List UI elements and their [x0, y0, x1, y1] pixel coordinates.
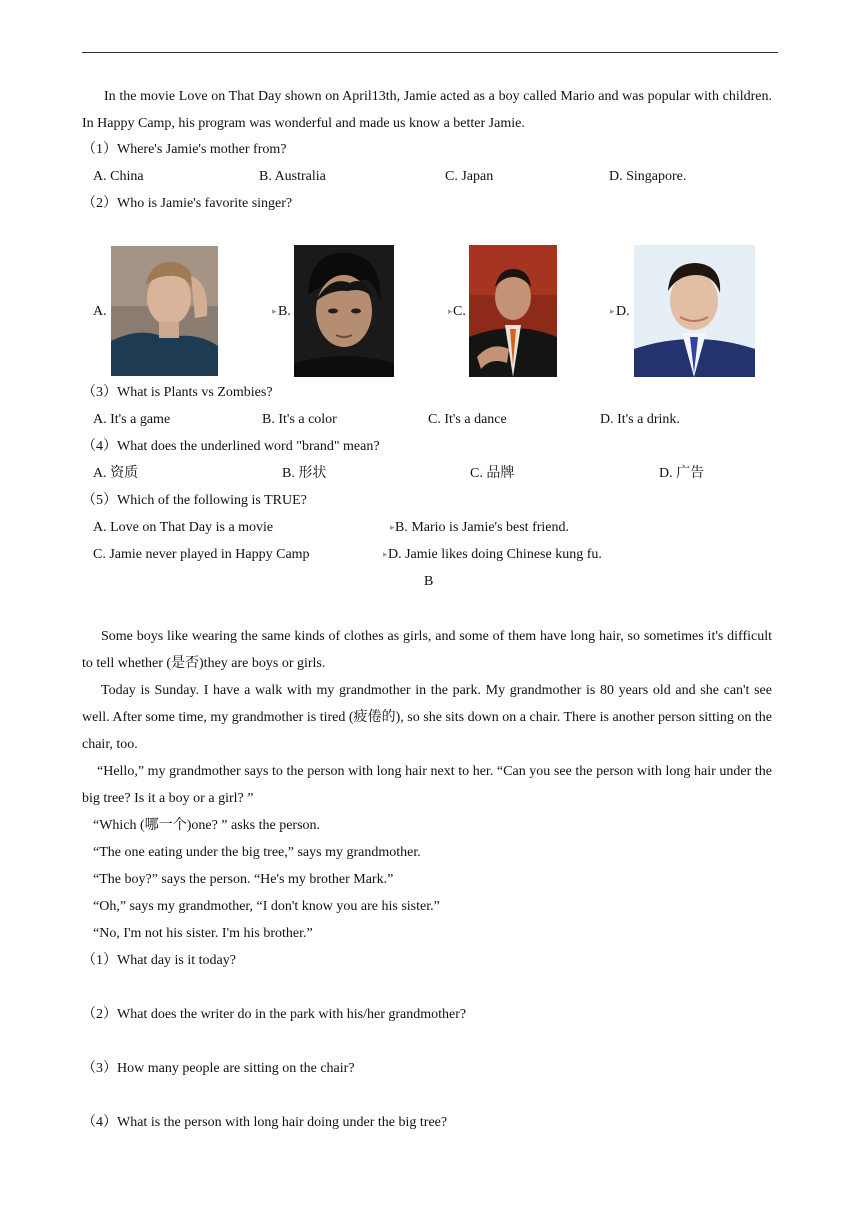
- q5-option-b[interactable]: B. Mario is Jamie's best friend.: [395, 520, 569, 535]
- section-b-question-1: （1）What day is it today?: [82, 953, 236, 968]
- q2-option-b-label[interactable]: B.: [278, 304, 291, 319]
- q3-option-b[interactable]: B. It's a color: [262, 412, 337, 427]
- q1-option-a[interactable]: A. China: [93, 169, 144, 184]
- q2-option-b-photo[interactable]: [294, 245, 394, 377]
- q5-option-c[interactable]: C. Jamie never played in Happy Camp: [93, 547, 310, 562]
- section-b-p1-text: Some boys like wearing the same kinds of clothes as girls, and some of them have long hair, so sometimes it's difficult to tell whether (是否)they are boys or girls.: [82, 629, 772, 671]
- q1-option-d[interactable]: D. Singapore.: [609, 169, 687, 184]
- tick-mark: ▸: [272, 306, 277, 316]
- header-rule: [82, 52, 778, 53]
- q5-question: （5）Which of the following is TRUE?: [82, 493, 307, 508]
- q2-option-c-label[interactable]: C.: [453, 304, 466, 319]
- q4-option-c[interactable]: C. 品牌: [470, 466, 515, 481]
- tick-mark: ▸: [610, 306, 615, 316]
- section-b-paragraph-1: [82, 623, 772, 677]
- section-b-question-2: （2）What does the writer do in the park with his/her grandmother?: [82, 1007, 467, 1022]
- tick-mark: ▸: [448, 306, 453, 316]
- q2-option-d-label[interactable]: D.: [616, 304, 630, 319]
- dialogue-line-3: “The boy?” says the person. “He's my brother Mark.”: [93, 872, 394, 887]
- q4-option-a[interactable]: A. 资质: [93, 466, 139, 481]
- passage-a-paragraph: [82, 83, 772, 137]
- dialogue-line-1: “Which (哪一个)one? ” asks the person.: [93, 818, 321, 833]
- q3-option-d[interactable]: D. It's a drink.: [600, 412, 680, 427]
- q2-question: （2）Who is Jamie's favorite singer?: [82, 196, 293, 211]
- q3-question: （3）What is Plants vs Zombies?: [82, 385, 273, 400]
- section-b-question-3: （3）How many people are sitting on the chair?: [82, 1061, 355, 1076]
- dialogue-line-2: “The one eating under the big tree,” says my grandmother.: [93, 845, 421, 860]
- q1-option-b[interactable]: B. Australia: [259, 169, 326, 184]
- tick-mark: ▸: [383, 549, 388, 559]
- q4-option-d[interactable]: D. 广告: [659, 466, 705, 481]
- q5-option-a[interactable]: A. Love on That Day is a movie: [93, 520, 274, 535]
- passage-a-text: In the movie Love on That Day shown on April13th, Jamie acted as a boy called Mario and was popular with children. In Happy Camp, his program was wonderful and made us know a better Jamie.: [82, 89, 772, 131]
- section-b-p2-text: Today is Sunday. I have a walk with my grandmother in the park. My grandmother is 80 years old and she can't see well. After some time, my grandmother is tired (疲倦的), so she sits down on a chair. There is another person sitting on the chair, too.: [82, 683, 772, 752]
- section-b-p3-text: “Hello,” my grandmother says to the person with long hair next to her. “Can you see the person with long hair under the big tree? Is it a boy or a girl? ”: [82, 764, 772, 806]
- q1-option-c[interactable]: C. Japan: [445, 169, 494, 184]
- q4-question: （4）What does the underlined word "brand" mean?: [82, 439, 380, 454]
- q2-option-d-photo[interactable]: [634, 245, 755, 377]
- section-b-heading: B: [424, 574, 434, 589]
- section-b-question-4: （4）What is the person with long hair doing under the big tree?: [82, 1115, 448, 1130]
- dialogue-line-4: “Oh,” says my grandmother, “I don't know you are his sister.”: [93, 899, 440, 914]
- q3-option-c[interactable]: C. It's a dance: [428, 412, 507, 427]
- q2-option-c-photo[interactable]: [469, 245, 557, 377]
- dialogue-line-5: “No, I'm not his sister. I'm his brother.”: [93, 926, 313, 941]
- tick-mark: ▸: [390, 522, 395, 532]
- section-b-paragraph-2: [82, 677, 772, 758]
- q5-option-d[interactable]: D. Jamie likes doing Chinese kung fu.: [388, 547, 602, 562]
- q2-option-a-label[interactable]: A.: [93, 304, 107, 319]
- q4-option-b[interactable]: B. 形状: [282, 466, 327, 481]
- section-b-paragraph-3: [82, 758, 772, 812]
- q2-option-a-photo[interactable]: [111, 246, 218, 376]
- q3-option-a[interactable]: A. It's a game: [93, 412, 171, 427]
- q1-question: （1）Where's Jamie's mother from?: [82, 142, 287, 157]
